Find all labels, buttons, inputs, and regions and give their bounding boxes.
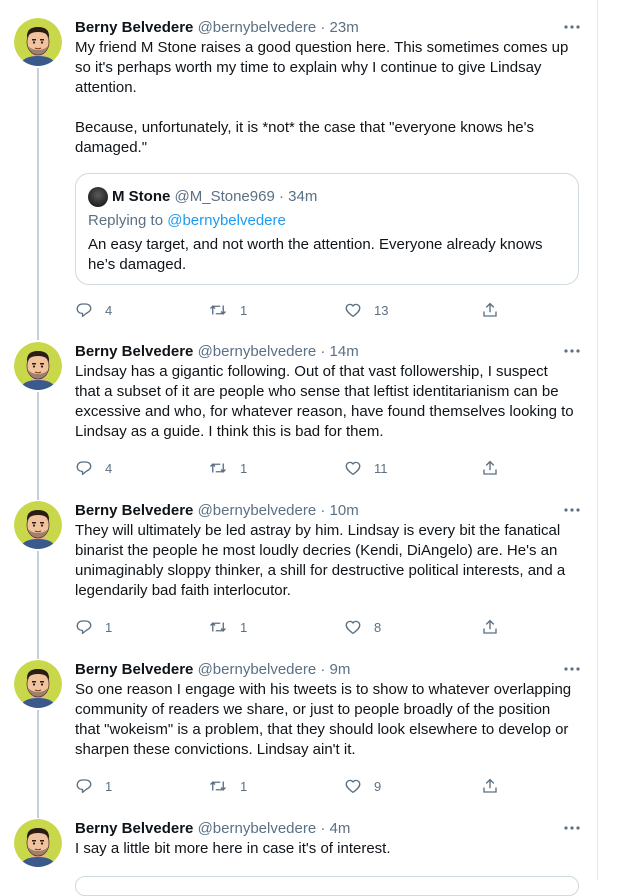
retweet-count: 1 — [240, 302, 248, 318]
retweet-icon — [208, 301, 228, 319]
more-icon[interactable] — [563, 344, 581, 358]
replying-to-label: Replying to — [88, 212, 168, 229]
reply-button[interactable] — [75, 776, 112, 796]
avatar[interactable] — [14, 660, 62, 708]
tweet[interactable] — [0, 18, 597, 328]
reply-count: 1 — [105, 619, 113, 635]
retweet-button[interactable] — [208, 458, 247, 478]
tweet-actions — [75, 617, 515, 637]
share-icon — [481, 459, 499, 477]
avatar-image — [14, 501, 62, 549]
retweet-count: 1 — [240, 778, 248, 794]
tweet-actions — [75, 776, 515, 796]
retweet-count: 1 — [240, 460, 248, 476]
tweet[interactable] — [0, 819, 597, 880]
more-icon[interactable] — [563, 20, 581, 34]
more-icon[interactable] — [563, 821, 581, 835]
quoted-tweet[interactable] — [75, 173, 579, 285]
tweet-paragraph: Lindsay has a gigantic following. Out of that vast followership, I suspect that a subset of it are people who sense that leftist identitarianism can be excessive and who, for whatever reason, have found themselves looking to Lindsay as a guide. I think this is bad for them. — [75, 363, 574, 440]
tweet-text — [75, 521, 575, 601]
author-handle-time[interactable]: @bernybelvedere · 14m — [197, 343, 359, 360]
tweet-header — [75, 660, 350, 680]
reply-button[interactable] — [75, 300, 112, 320]
retweet-count: 1 — [240, 619, 248, 635]
link-card[interactable] — [75, 876, 579, 896]
retweet-button[interactable] — [208, 776, 247, 796]
retweet-button[interactable] — [208, 300, 247, 320]
like-count: 11 — [374, 460, 388, 476]
tweet[interactable] — [0, 660, 597, 800]
like-icon — [344, 777, 362, 795]
tweet[interactable] — [0, 342, 597, 482]
like-button[interactable] — [344, 458, 388, 478]
tweet-paragraph: So one reason I engage with his tweets is to show to whatever overlapping community of readers we share, or just to people broadly of the position that "wokeism" is a problem, that they should look elsewhere to develop or sharpen these convictions. Lindsay ain't it. — [75, 681, 572, 758]
quoted-tweet-text: An easy target, and not worth the attention. Everyone already knows he’s damaged. — [88, 236, 543, 273]
like-icon — [344, 459, 362, 477]
tweet-text — [75, 38, 575, 158]
retweet-icon — [208, 459, 228, 477]
tweet-actions — [75, 458, 515, 478]
tweet-text — [75, 362, 575, 442]
more-icon[interactable] — [563, 662, 581, 676]
share-button[interactable] — [481, 458, 499, 478]
avatar[interactable] — [14, 819, 62, 867]
quoted-author-name: M Stone — [112, 188, 171, 205]
reply-icon — [75, 618, 93, 636]
share-icon — [481, 777, 499, 795]
quoted-avatar — [88, 187, 108, 207]
reply-icon — [75, 777, 93, 795]
tweet-header — [75, 501, 359, 521]
like-button[interactable] — [344, 776, 381, 796]
author-name[interactable]: Berny Belvedere — [75, 343, 194, 360]
tweet-header — [75, 819, 350, 839]
author-name[interactable]: Berny Belvedere — [75, 502, 194, 519]
more-icon[interactable] — [563, 503, 581, 517]
replying-to-handle[interactable]: @bernybelvedere — [167, 212, 286, 229]
avatar-image — [14, 819, 62, 867]
avatar-image — [14, 18, 62, 66]
author-handle-time[interactable]: @bernybelvedere · 23m — [197, 19, 359, 36]
like-count: 8 — [374, 619, 382, 635]
author-name[interactable]: Berny Belvedere — [75, 661, 194, 678]
reply-icon — [75, 301, 93, 319]
reply-count: 1 — [105, 778, 113, 794]
tweet-text — [75, 680, 575, 760]
reply-icon — [75, 459, 93, 477]
like-count: 13 — [374, 302, 389, 318]
avatar[interactable] — [14, 18, 62, 66]
author-handle-time[interactable]: @bernybelvedere · 9m — [197, 661, 351, 678]
author-name[interactable]: Berny Belvedere — [75, 820, 194, 837]
tweet-header — [75, 18, 359, 38]
share-button[interactable] — [481, 776, 499, 796]
author-handle-time[interactable]: @bernybelvedere · 10m — [197, 502, 359, 519]
reply-button[interactable] — [75, 458, 112, 478]
tweet-text — [75, 839, 575, 859]
retweet-icon — [208, 777, 228, 795]
quoted-tweet-header — [88, 187, 317, 207]
tweet[interactable] — [0, 501, 597, 641]
like-icon — [344, 618, 362, 636]
author-name[interactable]: Berny Belvedere — [75, 19, 194, 36]
quoted-handle-time: @M_Stone969 · 34m — [174, 188, 318, 205]
like-icon — [344, 301, 362, 319]
reply-count: 4 — [105, 460, 113, 476]
tweet-actions — [75, 300, 515, 320]
share-button[interactable] — [481, 617, 499, 637]
like-button[interactable] — [344, 300, 388, 320]
like-button[interactable] — [344, 617, 381, 637]
avatar[interactable] — [14, 501, 62, 549]
tweet-paragraph: My friend M Stone raises a good question here. This sometimes comes up so it's perhaps worth my time to explain why I continue to give Lindsay attention. — [75, 39, 569, 96]
reply-count: 4 — [105, 302, 113, 318]
author-handle-time[interactable]: @bernybelvedere · 4m — [197, 820, 351, 837]
retweet-button[interactable] — [208, 617, 247, 637]
replying-to — [88, 211, 286, 231]
like-count: 9 — [374, 778, 382, 794]
share-icon — [481, 618, 499, 636]
avatar-image — [14, 660, 62, 708]
tweet-paragraph: Because, unfortunately, it is *not* the case that "everyone knows he's damaged." — [75, 119, 535, 156]
tweet-header — [75, 342, 359, 362]
avatar-image — [14, 342, 62, 390]
reply-button[interactable] — [75, 617, 112, 637]
retweet-icon — [208, 618, 228, 636]
avatar[interactable] — [14, 342, 62, 390]
timeline-divider — [597, 0, 598, 880]
share-icon — [481, 301, 499, 319]
share-button[interactable] — [481, 300, 499, 320]
tweet-paragraph: They will ultimately be led astray by him. Lindsay is every bit the fanatical binarist the people he most loudly decries (Kendi, DiAngelo) are. He's an unimaginably sloppy thinker, a shill for destructive political interests, and a legendarily bad faith interlocutor. — [75, 522, 566, 599]
tweet-paragraph: I say a little bit more here in case it's of interest. — [75, 840, 391, 857]
